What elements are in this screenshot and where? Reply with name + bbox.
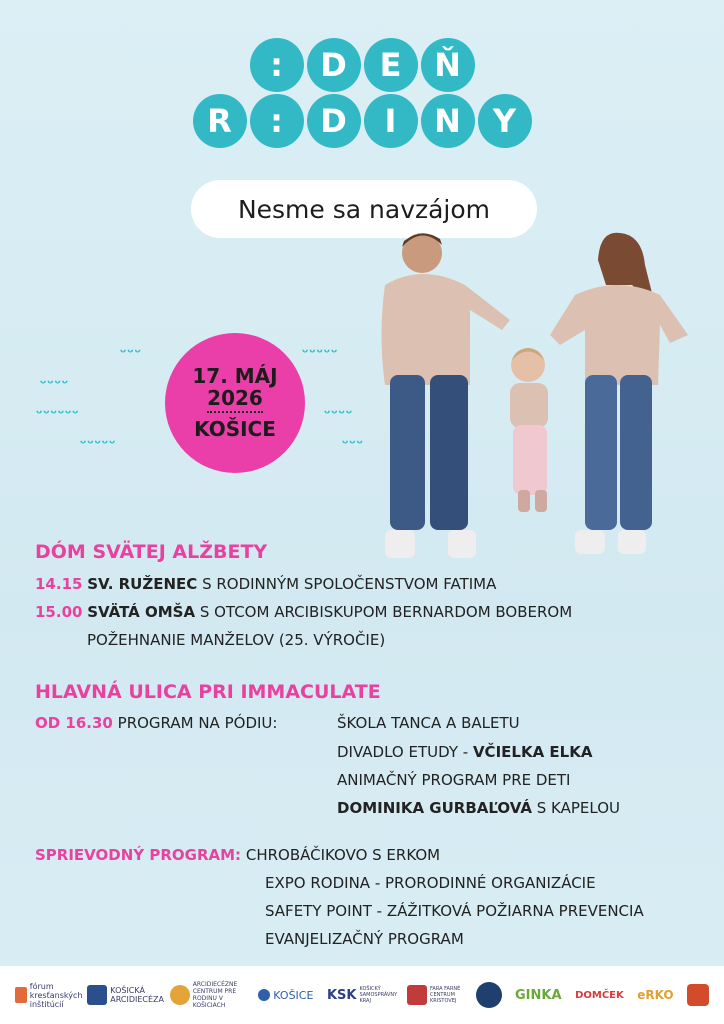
schedule-event: SVÄTÁ OMŠA	[87, 603, 196, 621]
sponsor-logo: fórum kresťanských inštitúcií	[15, 982, 74, 1009]
schedule-time: OD 16.30	[35, 714, 113, 732]
sponsors-bar	[0, 966, 724, 1024]
date-year: 2026	[207, 387, 263, 413]
schedule-event: SV. RUŽENEC	[87, 575, 198, 593]
wave-decoration: ᵕᵕᵕᵕᵕ	[300, 343, 337, 363]
schedule-time: 14.15	[35, 575, 83, 593]
region-logo-icon: KSK	[326, 987, 357, 1003]
sponsor-logo	[637, 988, 673, 1002]
schedule-detail: POŽEHNANIE MANŽELOV (25. VÝROČIE)	[87, 631, 386, 649]
schedule-row	[35, 714, 277, 732]
wave-decoration: ᵕᵕᵕᵕᵕᵕ	[34, 404, 78, 424]
sponsor-logo	[515, 988, 562, 1003]
schedule-detail: S OTCOM ARCIBISKUPOM BERNARDOM BOBEROM	[195, 603, 573, 621]
program-item-highlight: DOMINIKA GURBAĽOVÁ	[337, 799, 532, 817]
sponsor-logo	[575, 990, 624, 1001]
program-item	[337, 771, 570, 789]
logo-letter: :	[250, 94, 304, 148]
program-label	[35, 846, 440, 864]
sponsor-logo: KOŠICKÁ ARCIDIECÉZA	[87, 985, 156, 1005]
program-item-text: DIVADLO ETUDY -	[337, 743, 473, 761]
house-logo-icon: DOMČEK	[575, 989, 624, 1001]
family-photo	[370, 225, 700, 565]
wave-decoration: ᵕᵕᵕ	[340, 434, 362, 454]
side-program-item: SAFETY POINT - ZÁŽITKOVÁ POŽIARNA PREVENCIA	[265, 902, 644, 920]
side-program-item: EVANJELIZAČNÝ PROGRAM	[265, 930, 464, 948]
ginka-logo-icon: GINKA	[515, 987, 562, 1003]
program-item-text: ANIMAČNÝ PROGRAM PRE DETI	[337, 771, 571, 789]
side-program-item: CHROBÁČIKOVO S ERKOM	[245, 846, 441, 864]
wave-decoration: ᵕᵕᵕ	[118, 343, 140, 363]
logo-letter: :	[250, 38, 304, 92]
sponsor-logo	[687, 984, 709, 1006]
sponsor-logo: KSK KOŠICKÝ SAMOSPRÁVNY KRAJ	[326, 986, 398, 1004]
program-item-text: ŠKOLA TANCA A BALETU	[337, 714, 520, 732]
side-program-item: EXPO RODINA - PRORODINNÉ ORGANIZÁCIE	[265, 874, 596, 892]
sponsor-logo: ARCIDIECÉZNE CENTRUM PRE RODINU V KOŠICIACH	[170, 981, 245, 1009]
tagline: Nesme sa navzájom	[191, 180, 537, 238]
logo-letter: R	[193, 94, 247, 148]
firefighter-logo-icon	[687, 984, 709, 1006]
sponsor-logo: FARA FARNÉ CENTRUM KRISTOVEJ	[407, 985, 462, 1005]
sponsor-logo	[476, 982, 502, 1008]
section-title: HLAVNÁ ULICA PRI IMMACULATE	[35, 681, 381, 703]
date-city: KOŠICE	[194, 417, 276, 441]
logo-letter: D	[307, 94, 361, 148]
logo-letter: I	[364, 94, 418, 148]
erko-logo-icon: eRKO	[637, 988, 674, 1002]
wave-decoration: ᵕᵕᵕᵕ	[322, 404, 351, 424]
logo-letter: E	[364, 38, 418, 92]
schedule-row	[35, 575, 496, 593]
program-item	[337, 743, 592, 761]
date-badge	[165, 333, 305, 473]
program-item	[337, 799, 620, 817]
program-item-highlight: VČIELKA ELKA	[472, 743, 593, 761]
parish-logo-icon	[407, 985, 427, 1005]
logo-row-2	[0, 94, 724, 148]
logo-row-1	[0, 38, 724, 92]
schedule-detail: S RODINNÝM SPOLOČENSTVOM FATIMA	[197, 575, 497, 593]
section-title: DÓM SVÄTEJ ALŽBETY	[35, 541, 268, 563]
schedule-time: 15.00	[35, 603, 83, 621]
logo-letter: D	[307, 38, 361, 92]
logo-letter: Y	[478, 94, 532, 148]
program-item-text: S KAPELOU	[531, 799, 620, 817]
cross-logo-icon	[15, 987, 27, 1003]
wave-decoration: ᵕᵕᵕᵕ	[38, 374, 67, 394]
schedule-row	[35, 603, 572, 621]
logo-letter: Ň	[421, 38, 475, 92]
sponsor-logo: KOŠICE	[258, 989, 313, 1002]
date-day: 17. MÁJ	[192, 364, 278, 388]
wave-decoration: ᵕᵕᵕᵕᵕ	[78, 434, 115, 454]
coat-of-arms-icon	[87, 985, 107, 1005]
side-program-label: SPRIEVODNÝ PROGRAM:	[35, 846, 242, 864]
family-logo-icon	[170, 985, 190, 1005]
program-item	[337, 714, 520, 732]
city-logo-icon	[258, 989, 270, 1001]
program-label: PROGRAM NA PÓDIU:	[117, 714, 278, 732]
logo-letter: N	[421, 94, 475, 148]
round-emblem-icon	[476, 982, 502, 1008]
